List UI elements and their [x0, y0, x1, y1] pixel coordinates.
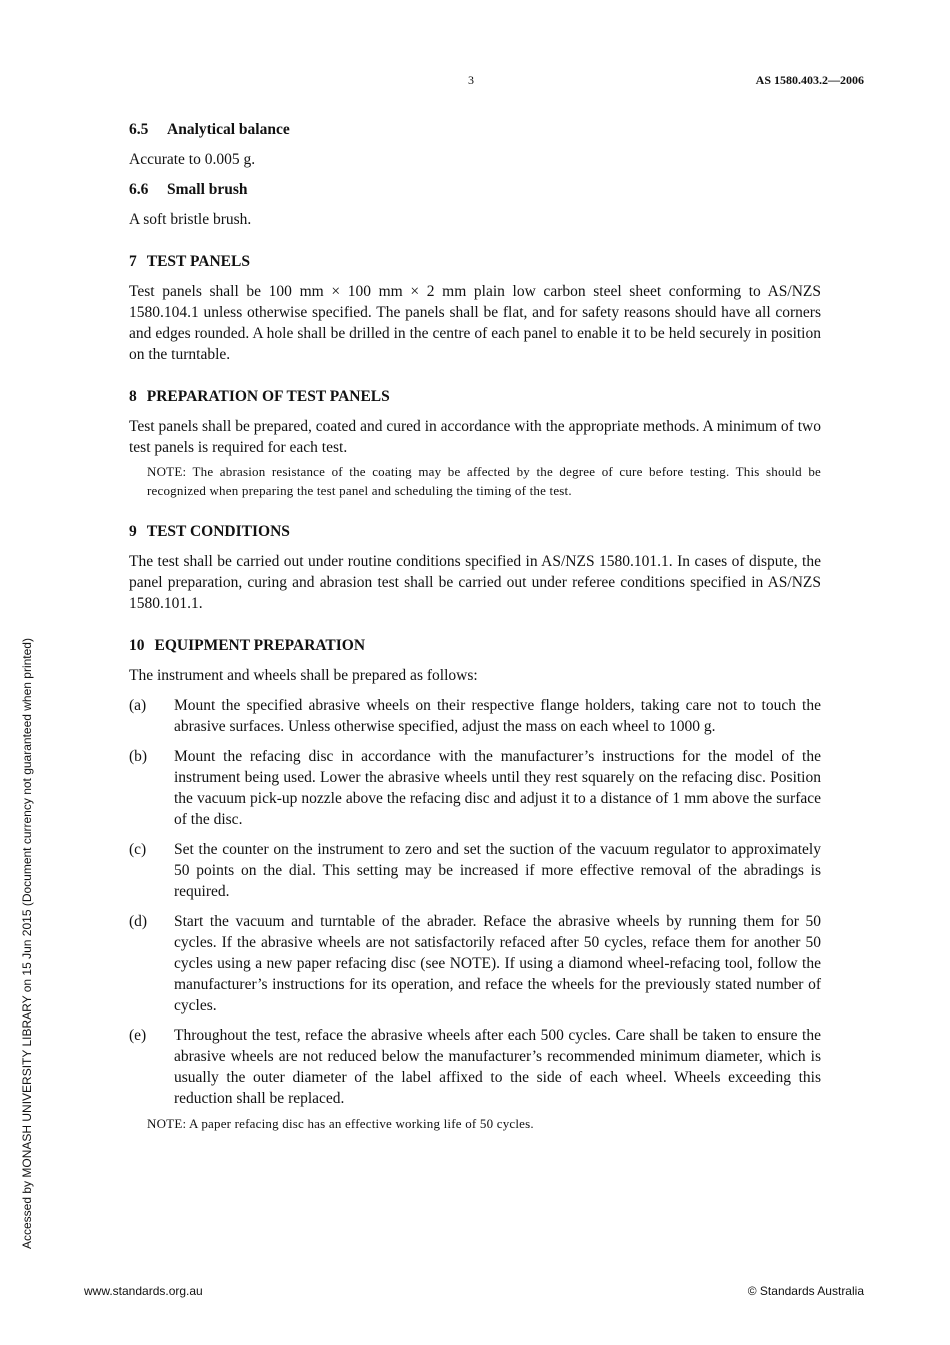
section-number: 9 [129, 523, 137, 540]
list-item-label: (a) [129, 697, 147, 714]
section-10-heading [129, 635, 821, 656]
section-number: 6.5 [129, 121, 149, 138]
document-id: AS 1580.403.2—2006 [755, 73, 864, 87]
section-6-6-heading [129, 179, 821, 200]
section-10-note: NOTE: A paper refacing disc has an effective working life of 50 cycles. [147, 1116, 534, 1131]
list-item-text: Mount the specified abrasive wheels on their respective flange holders, taking care not to touch the abrasive surfaces. Unless otherwise specified, adjust the mass on each wheel to 1000 g. [174, 697, 821, 735]
page-number: 3 [468, 73, 474, 87]
section-6-6-body: A soft bristle brush. [129, 211, 252, 228]
section-8-body: Test panels shall be prepared, coated and cured in accordance with the appropriate methods. A minimum of two test panels is required for each test. [129, 418, 821, 456]
list-item [129, 695, 821, 737]
list-item-label: (d) [129, 913, 148, 930]
section-number: 7 [129, 253, 137, 270]
access-watermark: Accessed by MONASH UNIVERSITY LIBRARY on 15 Jun 2015 (Document currency not guaranteed when printed) [20, 638, 34, 1249]
section-title: EQUIPMENT PREPARATION [154, 637, 366, 654]
section-title: Analytical balance [167, 121, 290, 138]
section-6-5-heading [129, 119, 821, 140]
section-8-heading [129, 386, 821, 407]
section-7-body: Test panels shall be 100 mm × 100 mm × 2 mm plain low carbon steel sheet conforming to AS/NZS 1580.104.1 unless otherwise specified. The panels shall be flat, and for safety reasons should have all corners and edges rounded. A hole shall be drilled in the centre of each panel to enable it to be held securely in position on the turntable. [129, 283, 821, 363]
section-title: TEST CONDITIONS [146, 523, 290, 540]
section-10-intro: The instrument and wheels shall be prepared as follows: [129, 667, 478, 684]
section-7-heading [129, 251, 821, 272]
section-title: Small brush [167, 181, 248, 198]
list-item-text: Start the vacuum and turntable of the abrader. Reface the abrasive wheels by running them for 50 cycles. If the abrasive wheels are not satisfactorily refaced after 50 cycles, reface them for another 50 cycles using a new paper refacing disc (see NOTE). If using a diamond wheel-refacing tool, follow the manufacturer’s instructions for its operation, and reface the wheels for the previously stated number of cycles. [174, 913, 821, 1014]
list-item-text: Throughout the test, reface the abrasive wheels after each 500 cycles. Care shall be taken to ensure the abrasive wheels are not reduced below the manufacturer’s recommended minimum diameter, which is usually the outer diameter of the label affixed to the side of each wheel. Wheels exceeding this reduction shall be replaced. [174, 1027, 821, 1107]
section-6-5-body: Accurate to 0.005 g. [129, 151, 256, 168]
website-link[interactable]: www.standards.org.au [84, 1284, 203, 1298]
copyright-notice: © Standards Australia [747, 1284, 864, 1298]
list-item-text: Mount the refacing disc in accordance with the manufacturer’s instructions for the model of the instrument being used. Lower the abrasive wheels until they rest squarely on the refacing disc. Position the vacuum pick-up nozzle above the refacing disc and adjust it to a distance of 1 mm above the surface of the disc. [174, 748, 821, 828]
list-item-label: (b) [129, 748, 148, 765]
section-number: 10 [129, 637, 145, 654]
list-item-label: (e) [129, 1027, 147, 1044]
section-title: TEST PANELS [146, 253, 250, 270]
page-content [129, 119, 821, 1142]
section-9-body: The test shall be carried out under routine conditions specified in AS/NZS 1580.101.1. In cases of dispute, the panel preparation, curing and abrasion test shall be carried out under referee conditions specified in AS/NZS 1580.101.1. [129, 553, 821, 612]
list-item [129, 839, 821, 902]
section-9-heading [129, 521, 821, 542]
list-item-label: (c) [129, 841, 147, 858]
list-item [129, 746, 821, 830]
section-number: 8 [129, 388, 137, 405]
list-item-text: Set the counter on the instrument to zero and set the suction of the vacuum regulator to approximately 50 points on the dial. This setting may be increased if more effective removal of the abradings is required. [174, 841, 821, 900]
section-title: PREPARATION OF TEST PANELS [146, 388, 390, 405]
list-item [129, 911, 821, 1016]
section-number: 6.6 [129, 181, 149, 198]
section-8-note: NOTE: The abrasion resistance of the coating may be affected by the degree of cure before testing. This should be recognized when preparing the test panel and scheduling the timing of the test. [147, 464, 821, 498]
list-item [129, 1025, 821, 1109]
